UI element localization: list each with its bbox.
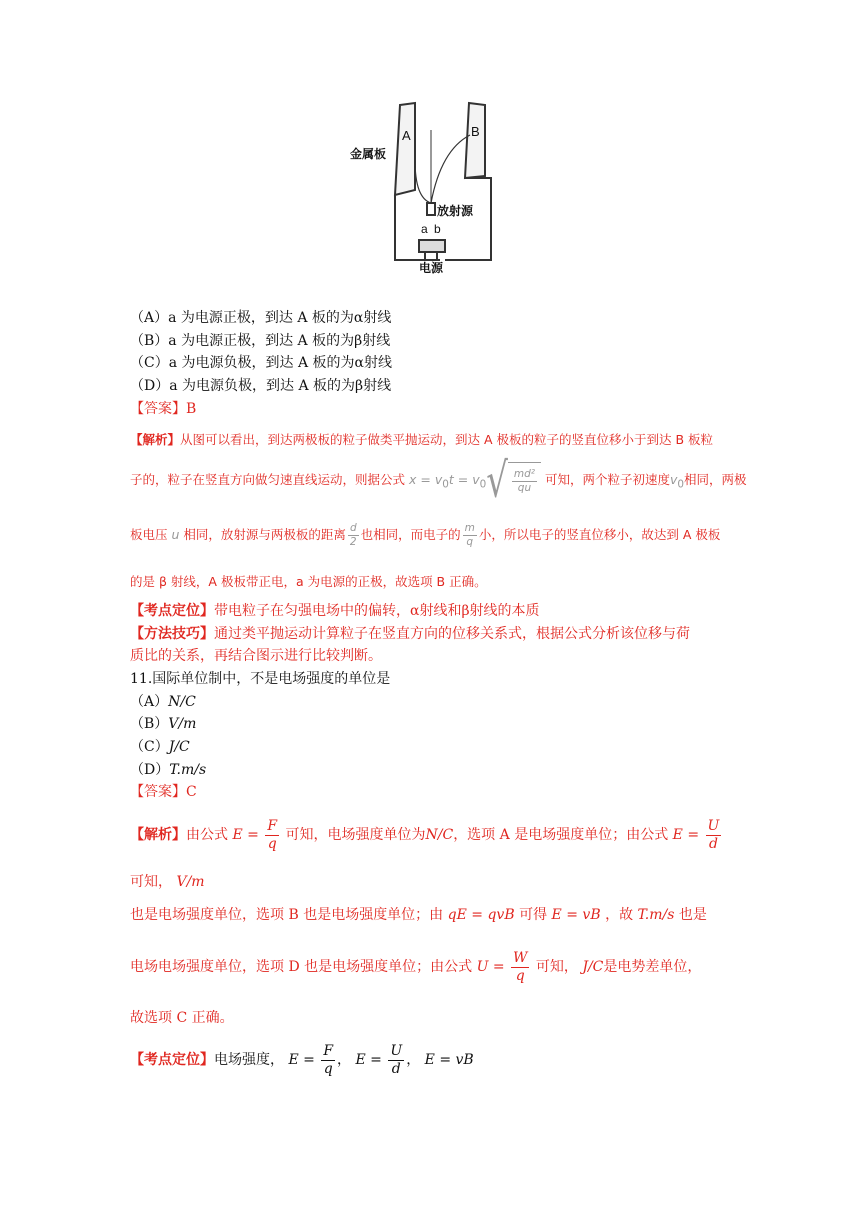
kaodian-text: 电场强度， (214, 1052, 284, 1068)
q10-option-c: （C）a 为电源负极，到达 A 板的为α射线 (130, 355, 392, 371)
q10-option-b: （B）a 为电源正极，到达 A 板的为β射线 (130, 333, 391, 349)
explanation-text: 从图可以看出，到达两极板的粒子做类平抛运动，到达 A 极板的粒子的竖直位移小于到达 B 板粒 (180, 432, 714, 447)
fraction-d-2: $\frac{d}{2}$ (349, 522, 357, 548)
q10-option-a: （A）a 为电源正极，到达 A 板的为α射线 (130, 310, 392, 326)
explanation-label: 【解析】 (130, 432, 181, 447)
explanation-text: 板电压 (130, 527, 168, 542)
formula-x: $x = v_0t = v_0$ √ $\frac{\text{md²}}{qu}$ (409, 472, 541, 487)
fraction-m-q: $\frac{m}{q}$ (464, 522, 475, 548)
plate-b-label: B (471, 124, 480, 139)
q10-explanation-line-3: 板电压 u 相同，放射源与两极板的距离 $\frac{d}{2}$ 也相同，而电子的 $\frac{m}{q}$ 小，所以电子的竖直位移小，故达到 A 极板 (130, 522, 721, 548)
q11-option-b: （B）V/m (130, 716, 197, 732)
plate-a-label: A (402, 128, 411, 143)
q10-option-d: （D）a 为电源负极，到达 A 板的为β射线 (130, 378, 392, 394)
q11-option-d: （D）T.m/s (130, 762, 207, 778)
q10-answer: 【答案】B (130, 401, 197, 417)
q11-explanation-line-4: 电场电场强度单位，选项 D 也是电场强度单位；由公式 U = $\frac{W}{q}$ 可知， J/C是电势差单位， (130, 949, 702, 984)
q10-fangfa-line-2: 质比的关系，再结合图示进行比较判断。 (130, 648, 382, 664)
power-label: 电源 (419, 261, 444, 275)
q10-kaodian (130, 601, 540, 621)
kaodian-text: 带电粒子在匀强电场中的偏转，α射线和β射线的本质 (214, 603, 540, 619)
q11-option-a: （A）N/C (130, 694, 196, 710)
apparatus-figure (345, 100, 515, 280)
explanation-text: 子的，粒子在竖直方向做匀速直线运动，则据公式 (130, 472, 406, 487)
fraction-f-q: $\frac{F}{q}$ (267, 817, 278, 852)
terminal-a-label: a (421, 222, 428, 236)
fangfa-label: 【方法技巧】 (130, 626, 214, 642)
fraction-u-d: $\frac{U}{d}$ (707, 817, 720, 852)
explanation-text: 也相同，而电子的 (360, 527, 461, 542)
q10-fangfa-line-1 (130, 624, 690, 644)
metal-plate-label: 金属板 (350, 147, 387, 161)
explanation-text: 可知，两个粒子初速度 (544, 472, 670, 487)
q10-explanation-line-4: 的是 β 射线，A 极板带正电，a 为电源的正极，故选项 B 正确。 (130, 574, 487, 589)
terminal-b-label: b (434, 222, 441, 236)
q11-kaodian: 【考点定位】电场强度， E = $\frac{F}{q}$ ， E = $\frac{U}{d}$ ， E = vB (130, 1042, 474, 1077)
q11-explanation-line-5: 故选项 C 正确。 (130, 1010, 234, 1026)
q11-stem: 11.国际单位制中，不是电场强度的单位是 (130, 671, 391, 687)
kaodian-label: 【考点定位】 (130, 1052, 214, 1068)
fraction-w-q: $\frac{W}{q}$ (513, 949, 528, 984)
q11-explanation-line-3: 也是电场强度单位，选项 B 也是电场强度单位；由 qE = qvB 可得 E = vB ，故 T.m/s 也是 (130, 907, 707, 923)
source-label: 放射源 (437, 204, 474, 218)
q10-explanation-line-2: 子的，粒子在竖直方向做匀速直线运动，则据公式 $x = v_0t = v_0$ √ $\frac{\text{md²}}{qu}$ 可知，两个粒子初速度$v_0$相同，两极 (130, 452, 747, 509)
q11-explanation-line-1: 【解析】由公式 E = $\frac{F}{q}$ 可知，电场强度单位为N/C，选项 A 是电场强度单位；由公式 E = $\frac{U}{d}$ (130, 817, 720, 852)
q11-option-c: （C）J/C (130, 739, 190, 755)
apparatus-diagram (345, 100, 515, 280)
explanation-text: 相同，放射源与两极板的距离 (183, 527, 346, 542)
q10-explanation-line-1 (130, 430, 713, 450)
kaodian-label: 【考点定位】 (130, 603, 214, 619)
q11-answer: 【答案】C (130, 784, 197, 800)
fangfa-text: 通过类平抛运动计算粒子在竖直方向的位移关系式，根据公式分析该位移与荷 (214, 626, 690, 642)
q11-explanation-line-2: 可知， V/m (130, 874, 205, 890)
explanation-text: 小，所以电子的竖直位移小，故达到 A 极板 (478, 527, 721, 542)
explanation-text: 相同，两极 (684, 472, 747, 487)
explanation-label: 【解析】 (130, 827, 186, 843)
